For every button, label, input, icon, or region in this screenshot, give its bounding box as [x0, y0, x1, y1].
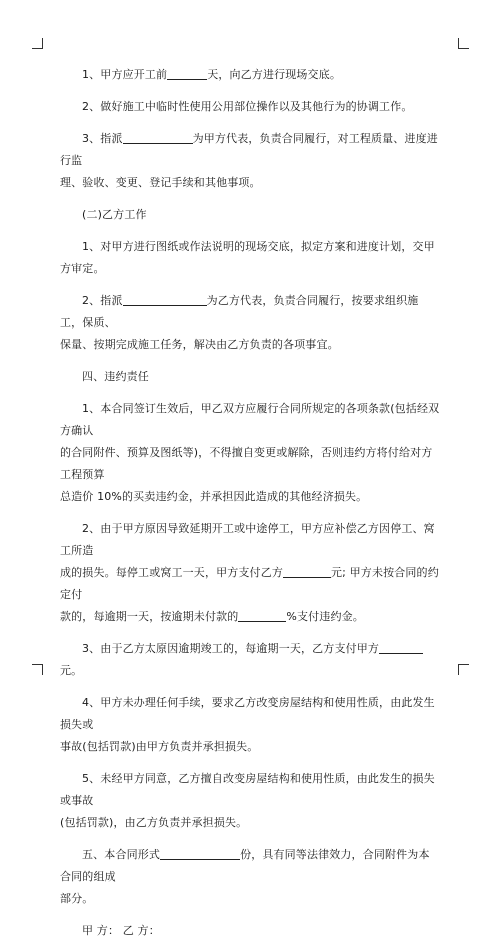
blank-daily-compensation — [283, 565, 331, 578]
crop-mark-bottom-left — [32, 664, 43, 675]
clause-liability-1-cont-1: 的合同附件、预算及图纸等)，不得擅自变更或解除，否则违约方将付给对方工程预算 — [60, 446, 433, 481]
clause-liability-4: 4、甲方未办理任何手续，要求乙方改变房屋结构和使用性质，由此发生损失或 — [60, 696, 435, 731]
clause-liability-1: 1、本合同签订生效后，甲乙双方应履行合同所规定的各项条款(包括经双方确认 — [60, 402, 440, 437]
crop-mark-bottom-right — [458, 664, 469, 675]
clause-party-b-1: 1、对甲方进行图纸或作法说明的现场交底，拟定方案和进度计划，交甲方审定。 — [60, 240, 435, 275]
clause-liability-5-cont: (包括罚款)，由乙方负责并承担损失。 — [60, 816, 248, 829]
section-heading-party-b: (二)乙方工作 — [82, 208, 147, 221]
clause-party-a-3-cont: 理、验收、变更、登记手续和其他事项。 — [60, 176, 261, 189]
crop-mark-top-left — [32, 38, 43, 49]
clause-liability-1-cont-2: 总造价 10%的买卖违约金，并承担因此造成的其他经济损失。 — [60, 490, 368, 503]
clause-party-a-1: 1、甲方应开工前 天，向乙方进行现场交底。 — [82, 68, 342, 81]
clause-liability-5: 5、未经甲方同意，乙方擅自改变房屋结构和使用性质，由此发生的损失或事故 — [60, 772, 435, 807]
blank-penalty-rate — [238, 609, 286, 622]
clause-contract-copies-cont: 部分。 — [60, 892, 94, 905]
clause-party-b-2-cont: 保量、按期完成施工任务，解决由乙方负责的各项事宜。 — [60, 338, 339, 351]
signature-line: 甲 方： 乙 方： — [82, 924, 160, 937]
clause-liability-2: 2、由于甲方原因导致延期开工或中途停工，甲方应补偿乙方因停工、窝工所造 — [60, 522, 435, 557]
document-body — [60, 64, 440, 942]
clause-liability-3: 3、由于乙方太原因逾期竣工的，每逾期一天，乙方支付甲方元。 — [60, 638, 440, 682]
clause-party-a-3: 3、指派 为甲方代表，负责合同履行，对工程质量、进度进行监 — [60, 132, 438, 167]
blank-party-b-rep — [123, 293, 207, 306]
clause-liability-2-cont-1: 成的损失。每停工或窝工一天，甲方支付乙方 元; 甲方未按合同的约定付 — [60, 566, 439, 601]
blank-days — [167, 67, 207, 80]
clause-party-a-2: 2、做好施工中临时性使用公用部位操作以及其他行为的协调工作。 — [82, 100, 413, 113]
clause-liability-4-cont: 事故(包括罚款)由甲方负责并承担损失。 — [60, 740, 259, 753]
clause-liability-2-cont-2: 款的，每逾期一天，按逾期未付款的 %支付违约金。 — [60, 610, 364, 623]
blank-party-a-rep — [123, 131, 193, 144]
crop-mark-top-right — [458, 38, 469, 49]
section-heading-liability: 四、违约责任 — [82, 370, 149, 383]
blank-copy-count — [160, 847, 240, 860]
clause-contract-copies: 五、本合同形式 份，具有同等法律效力，合同附件为本合同的组成 — [60, 848, 430, 883]
blank-delay-payment — [379, 641, 423, 654]
clause-party-b-2: 2、指派 为乙方代表，负责合同履行，按要求组织施工，保质、 — [60, 294, 419, 329]
